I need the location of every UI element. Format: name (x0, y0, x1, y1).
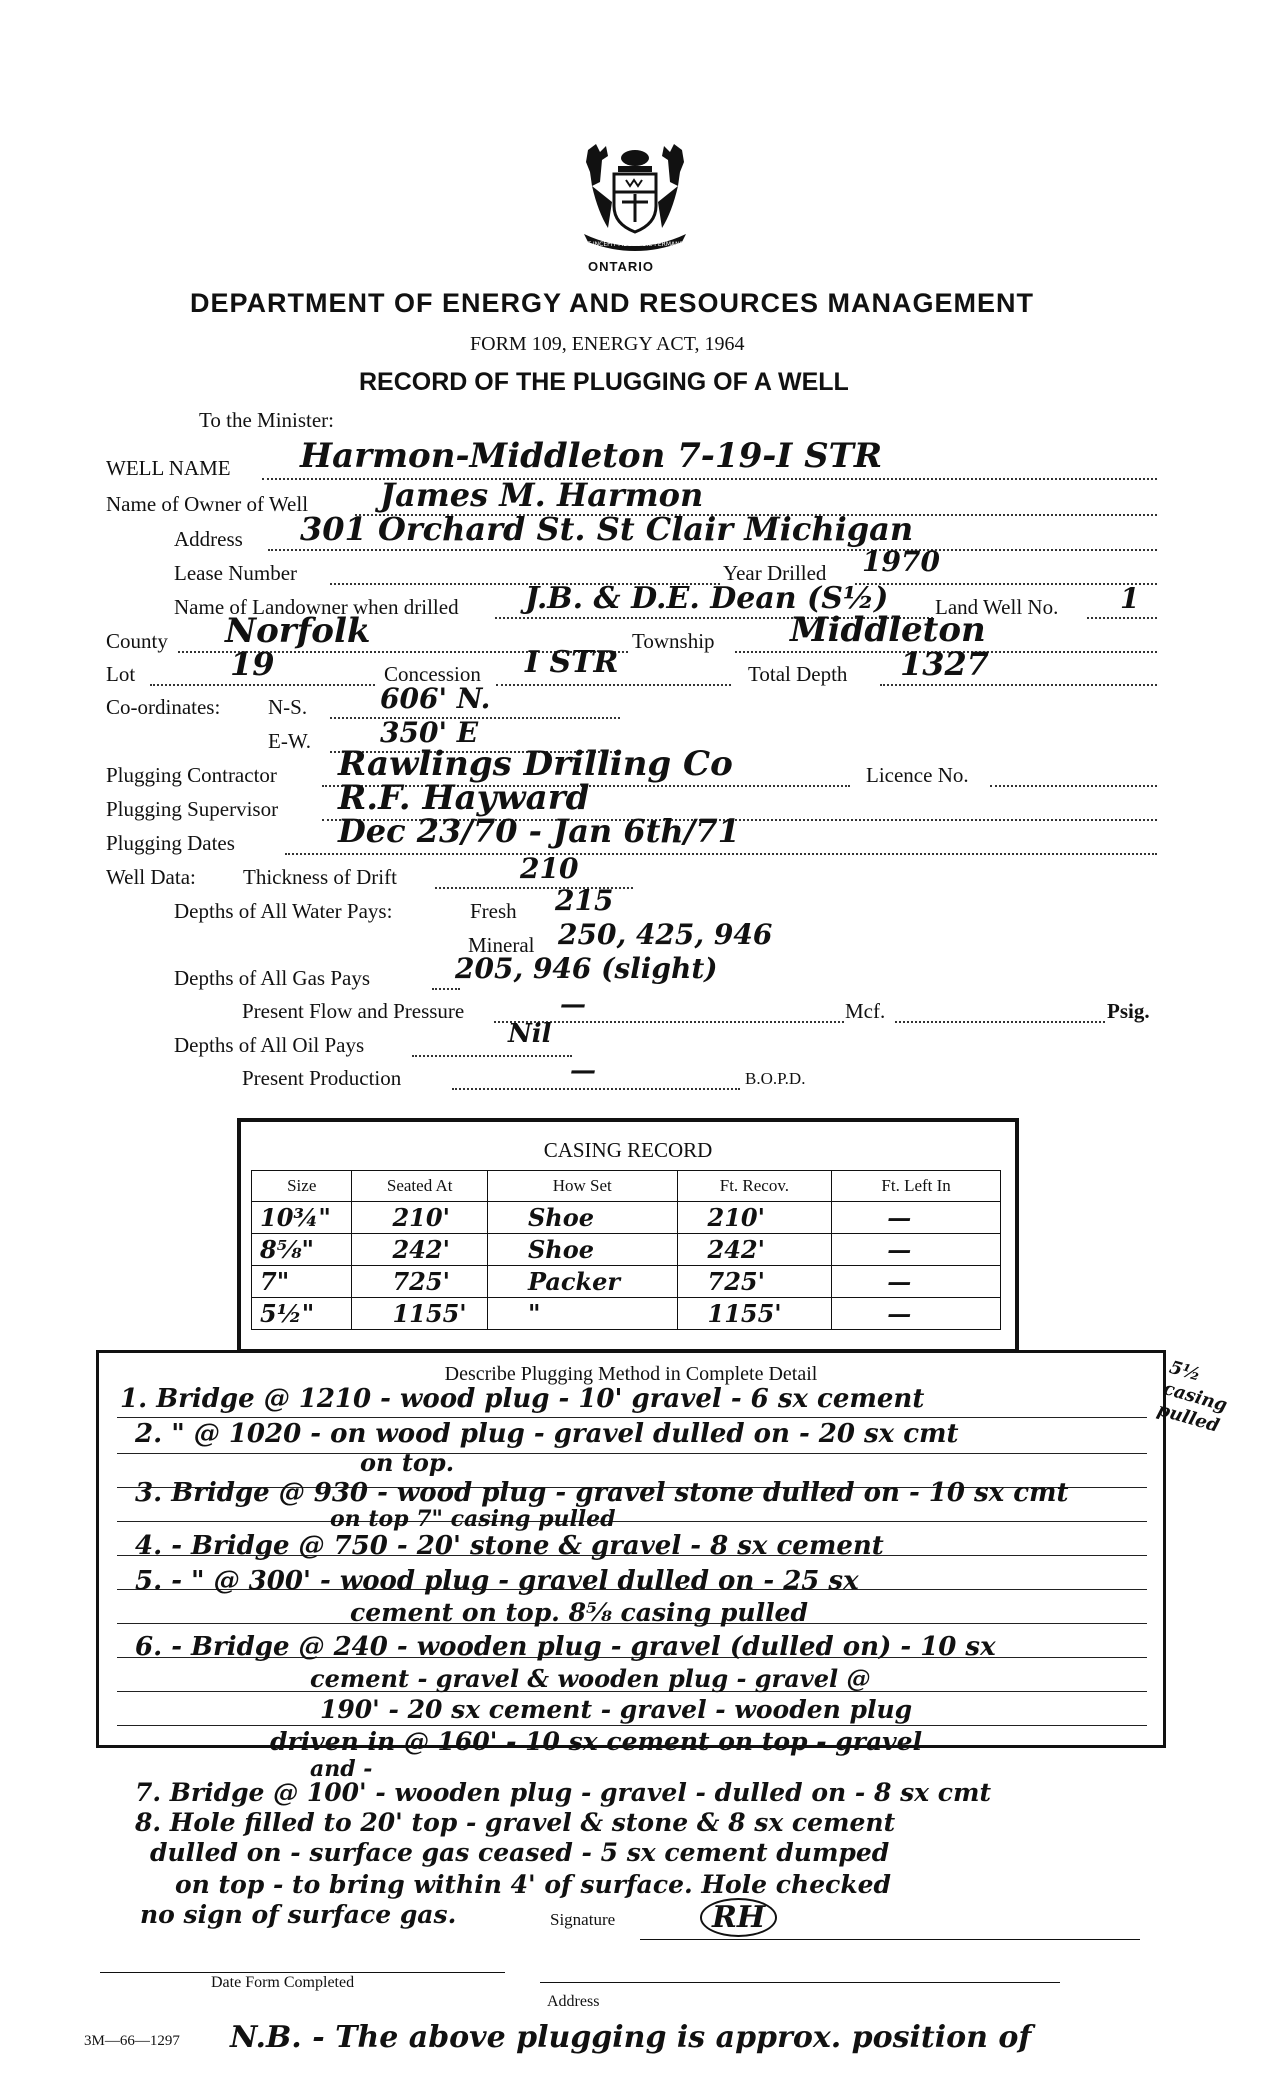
ruled-line (117, 1417, 1147, 1418)
mineral-value[interactable]: 250, 425, 946 (558, 918, 773, 951)
plugging-line[interactable]: no sign of surface gas. (140, 1900, 457, 1929)
plugging-line[interactable]: 4. - Bridge @ 750 - 20' stone & gravel - 8 sx cement (135, 1531, 884, 1561)
psig-label: Psig. (1107, 999, 1150, 1023)
concession-value[interactable]: I STR (525, 645, 619, 680)
date-form-completed-line (100, 1972, 505, 1973)
oil-pays-value[interactable]: Nil (508, 1019, 552, 1049)
township-label: Township (632, 629, 715, 653)
ns-label: N-S. (268, 695, 308, 719)
concession-line (496, 684, 731, 686)
land-well-no-line (1087, 617, 1157, 619)
address-value[interactable]: 301 Orchard St. St Clair Michigan (300, 510, 914, 548)
casing-cell[interactable]: 210' (677, 1202, 832, 1234)
plugging-dates-line (285, 853, 1157, 855)
county-label: County (106, 629, 168, 653)
oil-pays-line (412, 1055, 572, 1057)
casing-record-box (237, 1118, 1019, 1353)
salutation: To the Minister: (199, 408, 335, 432)
ruled-line (117, 1521, 1147, 1522)
casing-cell[interactable]: " (487, 1298, 677, 1330)
lot-line (150, 684, 375, 686)
plugging-line[interactable]: 5. - " @ 300' - wood plug - gravel dulled on - 25 sx (135, 1566, 859, 1596)
address-footer-line (540, 1982, 1060, 1983)
landowner-label: Name of Landowner when drilled (174, 595, 459, 619)
casing-cell[interactable]: 1155' (352, 1298, 487, 1330)
plugging-line[interactable]: cement on top. 8⅝ casing pulled (350, 1598, 808, 1627)
plugging-line[interactable]: on top - to bring within 4' of surface. Hole checked (175, 1870, 892, 1899)
water-pays-label: Depths of All Water Pays: (174, 899, 393, 923)
form-reference: FORM 109, ENERGY ACT, 1964 (470, 333, 745, 355)
ew-label: E-W. (268, 729, 311, 753)
casing-col-ft-recov: Ft. Recov. (677, 1171, 832, 1202)
casing-record-table (251, 1170, 1001, 1330)
bopd-label: B.O.P.D. (745, 1069, 806, 1088)
casing-cell[interactable]: Shoe (487, 1202, 677, 1234)
plugging-method-title: Describe Plugging Method in Complete Detail (444, 1363, 818, 1385)
plugging-dates-label: Plugging Dates (106, 831, 235, 855)
form-code: 3M—66—1297 (84, 2033, 180, 2049)
land-well-no-value[interactable]: 1 (1120, 582, 1140, 615)
owner-label: Name of Owner of Well (106, 492, 309, 516)
plugging-line[interactable]: cement - gravel & wooden plug - gravel @ (310, 1664, 871, 1693)
plugging-line[interactable]: 2. " @ 1020 - on wood plug - gravel dulled on - 20 sx cmt (135, 1419, 959, 1449)
mineral-label: Mineral (468, 933, 535, 957)
concession-label: Concession (384, 662, 481, 686)
casing-col-how-set: How Set (487, 1171, 677, 1202)
contractor-label: Plugging Contractor (106, 763, 277, 787)
casing-cell[interactable]: — (832, 1266, 1001, 1298)
casing-cell[interactable]: 242' (677, 1234, 832, 1266)
casing-cell[interactable]: 10¾" (252, 1202, 352, 1234)
coordinates-label: Co-ordinates: (106, 695, 221, 719)
address-footer-label: Address (547, 1993, 600, 2010)
ruled-line (117, 1453, 1147, 1454)
casing-cell[interactable]: — (832, 1298, 1001, 1330)
casing-col-size: Size (252, 1171, 352, 1202)
plugging-line[interactable]: 190' - 20 sx cement - gravel - wooden plug (320, 1695, 913, 1724)
casing-cell[interactable]: 8⅝" (252, 1234, 352, 1266)
landowner-value[interactable]: J.B. & D.E. Dean (S½) (525, 581, 889, 616)
plugging-dates-value[interactable]: Dec 23/70 - Jan 6th/71 (338, 812, 740, 850)
province-label: ONTARIO (588, 259, 654, 274)
ruled-line (117, 1725, 1147, 1726)
gas-pays-value[interactable]: 205, 946 (slight) (455, 952, 718, 985)
svg-text:UT INCEPIT FIDELIS SIC PERMANE: UT INCEPIT FIDELIS SIC PERMANET (582, 241, 688, 248)
supervisor-label: Plugging Supervisor (106, 797, 279, 821)
lot-label: Lot (106, 662, 136, 686)
production-line (452, 1088, 740, 1090)
year-drilled-value[interactable]: 1970 (862, 545, 940, 578)
footnote: N.B. - The above plugging is approx. position of (230, 2020, 1032, 2055)
signature-line (640, 1939, 1140, 1940)
year-drilled-label: Year Drilled (723, 561, 827, 585)
date-form-completed-label: Date Form Completed (211, 1974, 355, 1991)
ontario-coat-of-arms-icon (578, 142, 692, 254)
land-well-no-label: Land Well No. (935, 595, 1059, 619)
casing-cell[interactable]: 242' (352, 1234, 487, 1266)
drift-label: Thickness of Drift (243, 865, 397, 889)
oil-pays-label: Depths of All Oil Pays (174, 1033, 365, 1057)
total-depth-label: Total Depth (748, 662, 848, 686)
licence-line (990, 785, 1157, 787)
drift-value[interactable]: 210 (520, 852, 579, 885)
gas-pays-line (432, 988, 460, 990)
casing-col-seated-at: Seated At (352, 1171, 487, 1202)
well-name-label: WELL NAME (106, 456, 231, 480)
table-row (252, 1234, 1001, 1266)
casing-header-row (252, 1171, 1001, 1202)
plugging-line[interactable]: 3. Bridge @ 930 - wood plug - gravel stone dulled on - 10 sx cmt (135, 1478, 1069, 1508)
plugging-line[interactable]: on top 7" casing pulled (330, 1506, 616, 1532)
township-value[interactable]: Middleton (790, 610, 986, 650)
production-label: Present Production (242, 1066, 402, 1090)
department-title: DEPARTMENT OF ENERGY AND RESOURCES MANAGEMENT (190, 288, 1035, 318)
plugging-line[interactable]: and - (310, 1756, 373, 1782)
lot-value[interactable]: 19 (230, 645, 275, 683)
plugging-line[interactable]: 7. Bridge @ 100' - wooden plug - gravel - dulled on - 8 sx cmt (135, 1778, 991, 1807)
plugging-line[interactable]: dulled on - surface gas ceased - 5 sx cement dumped (150, 1838, 890, 1867)
form-title: RECORD OF THE PLUGGING OF A WELL (359, 368, 849, 396)
signature-value[interactable]: RH (700, 1898, 777, 1937)
plugging-line[interactable]: on top. (360, 1448, 455, 1477)
gas-pays-label: Depths of All Gas Pays (174, 966, 370, 990)
pressure-line (895, 1021, 1105, 1023)
ns-value[interactable]: 606' N. (380, 682, 491, 715)
production-value[interactable]: — (570, 1056, 596, 1086)
lease-number-label: Lease Number (174, 561, 298, 585)
plugging-line[interactable]: 1. Bridge @ 1210 - wood plug - 10' gravel - 6 sx cement (120, 1384, 925, 1414)
casing-cell[interactable]: — (832, 1202, 1001, 1234)
contractor-value[interactable]: Rawlings Drilling Co (338, 744, 733, 784)
casing-cell[interactable]: 210' (352, 1202, 487, 1234)
margin-note: 5½ casing pulled (1154, 1356, 1230, 1437)
total-depth-value[interactable]: 1327 (900, 645, 990, 683)
address-label: Address (174, 527, 243, 551)
plugging-line[interactable]: 8. Hole filled to 20' top - gravel & stone & 8 sx cement (135, 1808, 896, 1837)
owner-value[interactable]: James M. Harmon (380, 476, 704, 514)
casing-cell[interactable]: 1155' (677, 1298, 832, 1330)
table-row (252, 1202, 1001, 1234)
well-data-label: Well Data: (106, 865, 196, 889)
total-depth-line (880, 684, 1157, 686)
casing-cell[interactable]: Shoe (487, 1234, 677, 1266)
plugging-line[interactable]: driven in @ 160' - 10 sx cement on top - gravel (270, 1727, 923, 1756)
year-drilled-line (855, 583, 1157, 585)
well-name-value[interactable]: Harmon-Middleton 7-19-I STR (300, 436, 883, 476)
county-value[interactable]: Norfolk (225, 611, 371, 651)
mcf-label: Mcf. (845, 999, 886, 1023)
plugging-line[interactable]: 6. - Bridge @ 240 - wooden plug - gravel (dulled on) - 10 sx (135, 1632, 996, 1662)
address-line (268, 549, 1157, 551)
casing-cell[interactable]: 7" (252, 1266, 352, 1298)
table-row (252, 1298, 1001, 1330)
casing-cell[interactable]: 5½" (252, 1298, 352, 1330)
casing-col-ft-left-in: Ft. Left In (832, 1171, 1001, 1202)
casing-cell[interactable]: 725' (677, 1266, 832, 1298)
casing-record-title: CASING RECORD (543, 1138, 713, 1162)
flow-pressure-label: Present Flow and Pressure (242, 999, 465, 1023)
ew-value[interactable]: 350' E (380, 716, 479, 749)
casing-cell[interactable]: 725' (352, 1266, 487, 1298)
supervisor-value[interactable]: R.F. Hayward (338, 778, 590, 818)
licence-label: Licence No. (866, 763, 969, 787)
fresh-label: Fresh (470, 899, 517, 923)
casing-cell[interactable]: Packer (487, 1266, 677, 1298)
signature-label: Signature (550, 1910, 616, 1929)
casing-cell[interactable]: — (832, 1234, 1001, 1266)
table-row (252, 1266, 1001, 1298)
fresh-value[interactable]: 215 (555, 884, 614, 917)
flow-value[interactable]: — (560, 990, 586, 1020)
